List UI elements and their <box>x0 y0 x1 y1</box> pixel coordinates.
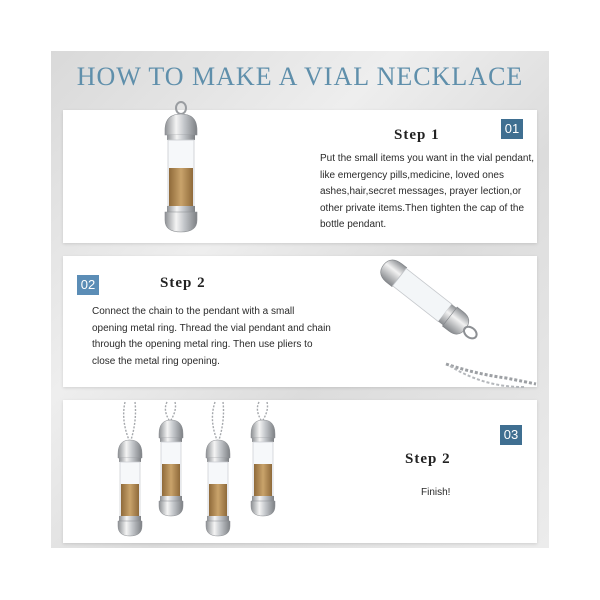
step-badge-2: 02 <box>77 275 99 295</box>
step-panel-2 <box>63 256 537 387</box>
step-badge-3: 03 <box>500 425 522 445</box>
step-heading-3: Step 2 <box>405 451 451 467</box>
necklace-chain-icon <box>346 256 536 387</box>
step-heading-2: Step 2 <box>160 275 206 291</box>
step-panel-1 <box>63 110 537 243</box>
step-text-3: Finish! <box>421 487 451 498</box>
step-panel-3 <box>63 400 537 543</box>
finished-necklaces-icon <box>103 400 283 543</box>
step-heading-1: Step 1 <box>394 127 440 143</box>
step-badge-1: 01 <box>501 119 523 139</box>
page-title: HOW TO MAKE A VIAL NECKLACE <box>76 62 524 91</box>
step-text-2: Connect the chain to the pendant with a small opening metal ring. Thread the vial pendant and chain through the opening metal ring. Then use pliers to close the metal ring opening. <box>92 306 331 367</box>
step-text-1: Put the small items you want in the vial pendant, like emergency pills,medicine, loved ones ashes,hair,secret messages, prayer lection,or other private items.Then tighten the cap of the bottle pendant. <box>320 153 535 230</box>
vial-pendant-icon <box>151 102 211 242</box>
